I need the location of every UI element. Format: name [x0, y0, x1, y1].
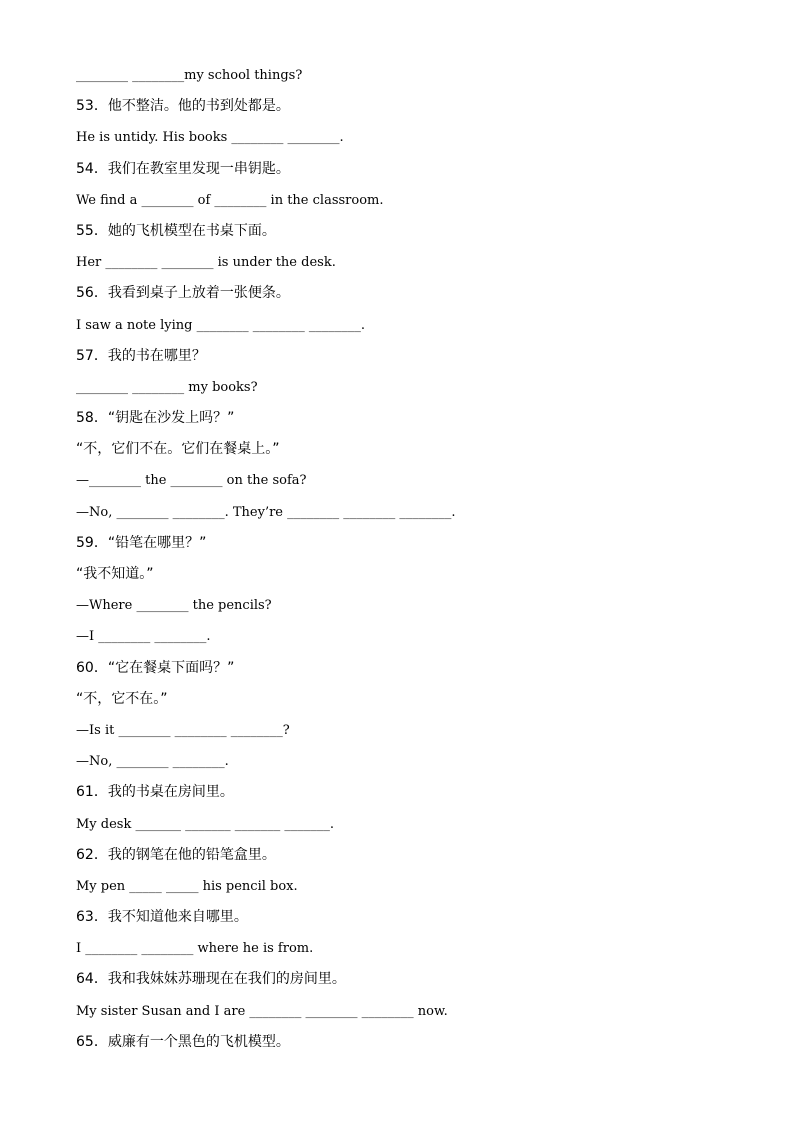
answer-line-60a: —Is it ________ ________ ________? — [76, 722, 290, 738]
question-61: 61．我的书桌在房间里。 — [76, 784, 234, 801]
answer-line-58a: —________ the ________ on the sofa? — [76, 473, 307, 489]
question-53: 53．他不整洁。他的书到处都是。 — [76, 98, 290, 115]
answer-line-60b: —No, ________ ________. — [76, 754, 229, 770]
answer-line-59a: —Where ________ the pencils? — [76, 598, 272, 614]
answer-line-59b: —I ________ ________. — [76, 629, 211, 645]
question-60: 60．“它在餐桌下面吗？” — [76, 659, 235, 676]
answer-line-61: My desk _______ _______ _______ _______. — [76, 816, 335, 832]
worksheet-page — [76, 60, 736, 1058]
question-58: 58．“钥匙在沙发上吗？” — [76, 410, 235, 427]
question-56: 56．我看到桌子上放着一张便条。 — [76, 285, 290, 302]
question-64: 64．我和我妹妹苏珊现在在我们的房间里。 — [76, 971, 346, 988]
question-63: 63．我不知道他来自哪里。 — [76, 909, 248, 926]
question-62: 62．我的钢笔在他的铅笔盒里。 — [76, 846, 276, 863]
question-60-reply: “不，它不在。” — [76, 690, 168, 707]
question-57: 57．我的书在哪里？ — [76, 347, 206, 364]
answer-line-58b: —No, ________ ________. They’re ________ ________ ________. — [76, 504, 456, 520]
answer-line-54: We find a ________ of ________ in the classroom. — [76, 192, 384, 208]
answer-line-64: My sister Susan and I are ________ ________ ________ now. — [76, 1003, 448, 1019]
answer-line-55: Her ________ ________ is under the desk. — [76, 255, 336, 271]
answer-line-56: I saw a note lying ________ ________ ________. — [76, 317, 365, 333]
question-55: 55．她的飞机模型在书桌下面。 — [76, 222, 276, 239]
question-59: 59．“铅笔在哪里？” — [76, 534, 207, 551]
question-54: 54．我们在教室里发现一串钥匙。 — [76, 160, 290, 177]
question-58-reply: “不，它们不在。它们在餐桌上。” — [76, 441, 280, 458]
answer-line-62: My pen _____ _____ his pencil box. — [76, 878, 298, 894]
answer-line-57: ________ ________ my books? — [76, 379, 258, 395]
question-59-reply: “我不知道。” — [76, 566, 154, 582]
answer-line-52: ________ ________my school things? — [76, 68, 303, 83]
answer-line-63: I ________ ________ where he is from. — [76, 941, 314, 957]
question-65: 65．威廉有一个黑色的飞机模型。 — [76, 1033, 290, 1050]
answer-line-53: He is untidy. His books ________ ________. — [76, 130, 344, 146]
